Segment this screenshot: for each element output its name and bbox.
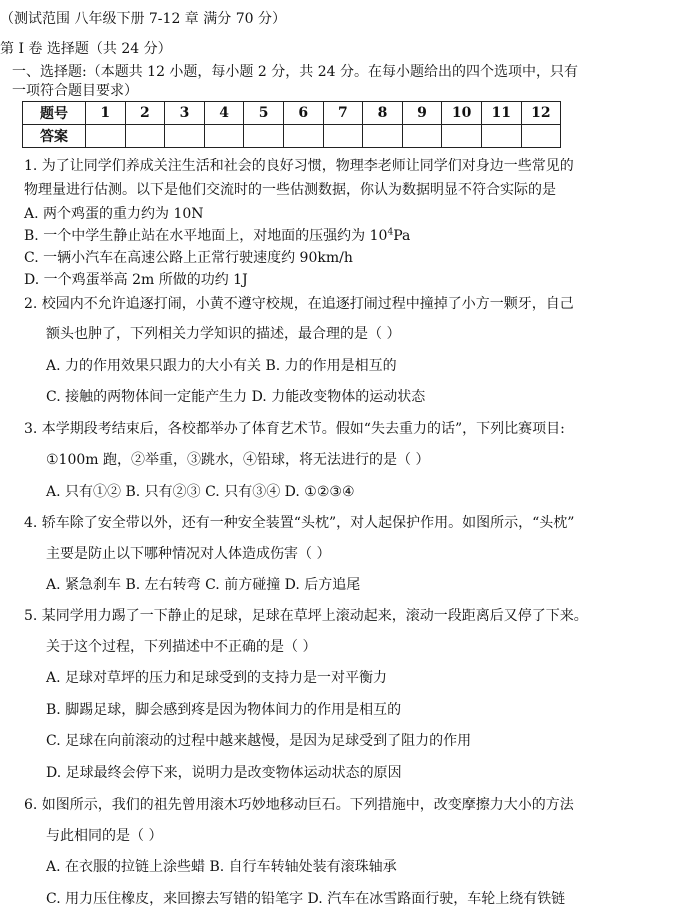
question-number: 1 <box>86 102 126 125</box>
answer-cell[interactable] <box>283 125 323 148</box>
part-title: 第 I 卷 选择题（共 24 分） <box>0 41 172 57</box>
q5-option-d: D. 足球最终会停下来，说明力是改变物体运动状态的原因 <box>46 765 402 781</box>
section-intro-line2: 一项符合题目要求） <box>12 83 138 99</box>
question-number: 10 <box>442 102 482 125</box>
q1-option-b-text: B. 一个中学生静止站在水平地面上，对地面的压强约为 10 <box>24 228 388 244</box>
q5-stem-line1: 5. 某同学用力踢了一下静止的足球，足球在草坪上滚动起来，滚动一段距离后又停了下来。 <box>24 608 588 624</box>
answer-cell[interactable] <box>86 125 126 148</box>
q4-stem-line1: 4. 轿车除了安全带以外，还有一种安全装置“头枕”，对人起保护作用。如图所示，“头枕” <box>24 515 575 531</box>
answer-label: 答案 <box>23 125 86 148</box>
q6-options-cd: C. 用力压住橡皮，来回擦去写错的铅笔字 D. 汽车在冰雪路面行驶，车轮上绕有铁链 <box>46 891 566 907</box>
q1-option-b <box>24 225 410 245</box>
question-number-label: 题号 <box>23 102 86 125</box>
q6-stem-line2: 与此相同的是（ ） <box>46 828 163 844</box>
test-range-line: （测试范围 八年级下册 7-12 章 满分 70 分） <box>0 11 286 27</box>
q3-options: A. 只有①② B. 只有②③ C. 只有③④ D. ①②③④ <box>46 484 355 500</box>
q2-options-cd: C. 接触的两物体间一定能产生力 D. 力能改变物体的运动状态 <box>46 389 426 405</box>
q1-option-c: C. 一辆小汽车在高速公路上正常行驶速度约 90km/h <box>24 250 353 266</box>
answer-table-answer-row <box>23 125 561 148</box>
q3-stem-line2: ①100m 跑，②举重，③跳水，④铅球，将无法进行的是（ ） <box>46 452 430 468</box>
question-number: 7 <box>323 102 363 125</box>
q1-option-b-unit: Pa <box>393 228 411 244</box>
answer-cell[interactable] <box>125 125 165 148</box>
answer-cell[interactable] <box>402 125 442 148</box>
question-number: 2 <box>125 102 165 125</box>
q5-option-c: C. 足球在向前滚动的过程中越来越慢，是因为足球受到了阻力的作用 <box>46 733 472 749</box>
question-number: 5 <box>244 102 284 125</box>
question-number: 12 <box>521 102 561 125</box>
q2-stem-line1: 2. 校园内不允许追逐打闹，小黄不遵守校规，在追逐打闹过程中撞掉了小方一颗牙，自己 <box>24 296 574 312</box>
q6-options-ab: A. 在衣服的拉链上涂些蜡 B. 自行车转轴处装有滚珠轴承 <box>46 859 397 875</box>
q3-stem-line1: 3. 本学期段考结束后，各校都举办了体育艺术节。假如“失去重力的话”，下列比赛项目: <box>24 421 565 437</box>
question-number: 6 <box>283 102 323 125</box>
q5-option-b: B. 脚踢足球，脚会感到疼是因为物体间力的作用是相互的 <box>46 702 402 718</box>
answer-cell[interactable] <box>521 125 561 148</box>
answer-cell[interactable] <box>165 125 205 148</box>
q5-stem-line2: 关于这个过程，下列描述中不正确的是（ ） <box>46 639 317 655</box>
answer-cell[interactable] <box>204 125 244 148</box>
q6-stem-line1: 6. 如图所示，我们的祖先曾用滚木巧妙地移动巨石。下列措施中，改变摩擦力大小的方法 <box>24 797 574 813</box>
answer-table <box>22 101 561 148</box>
q2-stem-line2: 额头也肿了，下列相关力学知识的描述，最合理的是（ ） <box>46 326 401 342</box>
q4-options: A. 紧急刹车 B. 左右转弯 C. 前方碰撞 D. 后方追尾 <box>46 577 361 593</box>
question-number: 3 <box>165 102 205 125</box>
answer-cell[interactable] <box>244 125 284 148</box>
q1-option-b-exponent: 4 <box>387 227 394 238</box>
question-number: 9 <box>402 102 442 125</box>
question-number: 11 <box>481 102 521 125</box>
q1-option-d: D. 一个鸡蛋举高 2m 所做的功约 1J <box>24 272 248 288</box>
q5-option-a: A. 足球对草坪的压力和足球受到的支持力是一对平衡力 <box>46 670 388 686</box>
q1-option-a: A. 两个鸡蛋的重力约为 10N <box>24 206 204 222</box>
q2-options-ab: A. 力的作用效果只跟力的大小有关 B. 力的作用是相互的 <box>46 358 397 374</box>
answer-table-number-row <box>23 102 561 125</box>
section-intro-line1: 一、选择题:（本题共 12 小题，每小题 2 分，共 24 分。在每小题给出的四个选项中，只有 <box>12 64 578 80</box>
question-number: 4 <box>204 102 244 125</box>
answer-cell[interactable] <box>323 125 363 148</box>
answer-cell[interactable] <box>442 125 482 148</box>
q1-stem-line2: 物理量进行估测。以下是他们交流时的一些估测数据，你认为数据明显不符合实际的是 <box>24 182 556 198</box>
q4-stem-line2: 主要是防止以下哪种情况对人体造成伤害（ ） <box>46 546 331 562</box>
q1-stem-line1: 1. 为了让同学们养成关注生活和社会的良好习惯，物理李老师让同学们对身边一些常见的 <box>24 158 574 174</box>
question-number: 8 <box>363 102 403 125</box>
answer-cell[interactable] <box>363 125 403 148</box>
answer-cell[interactable] <box>481 125 521 148</box>
